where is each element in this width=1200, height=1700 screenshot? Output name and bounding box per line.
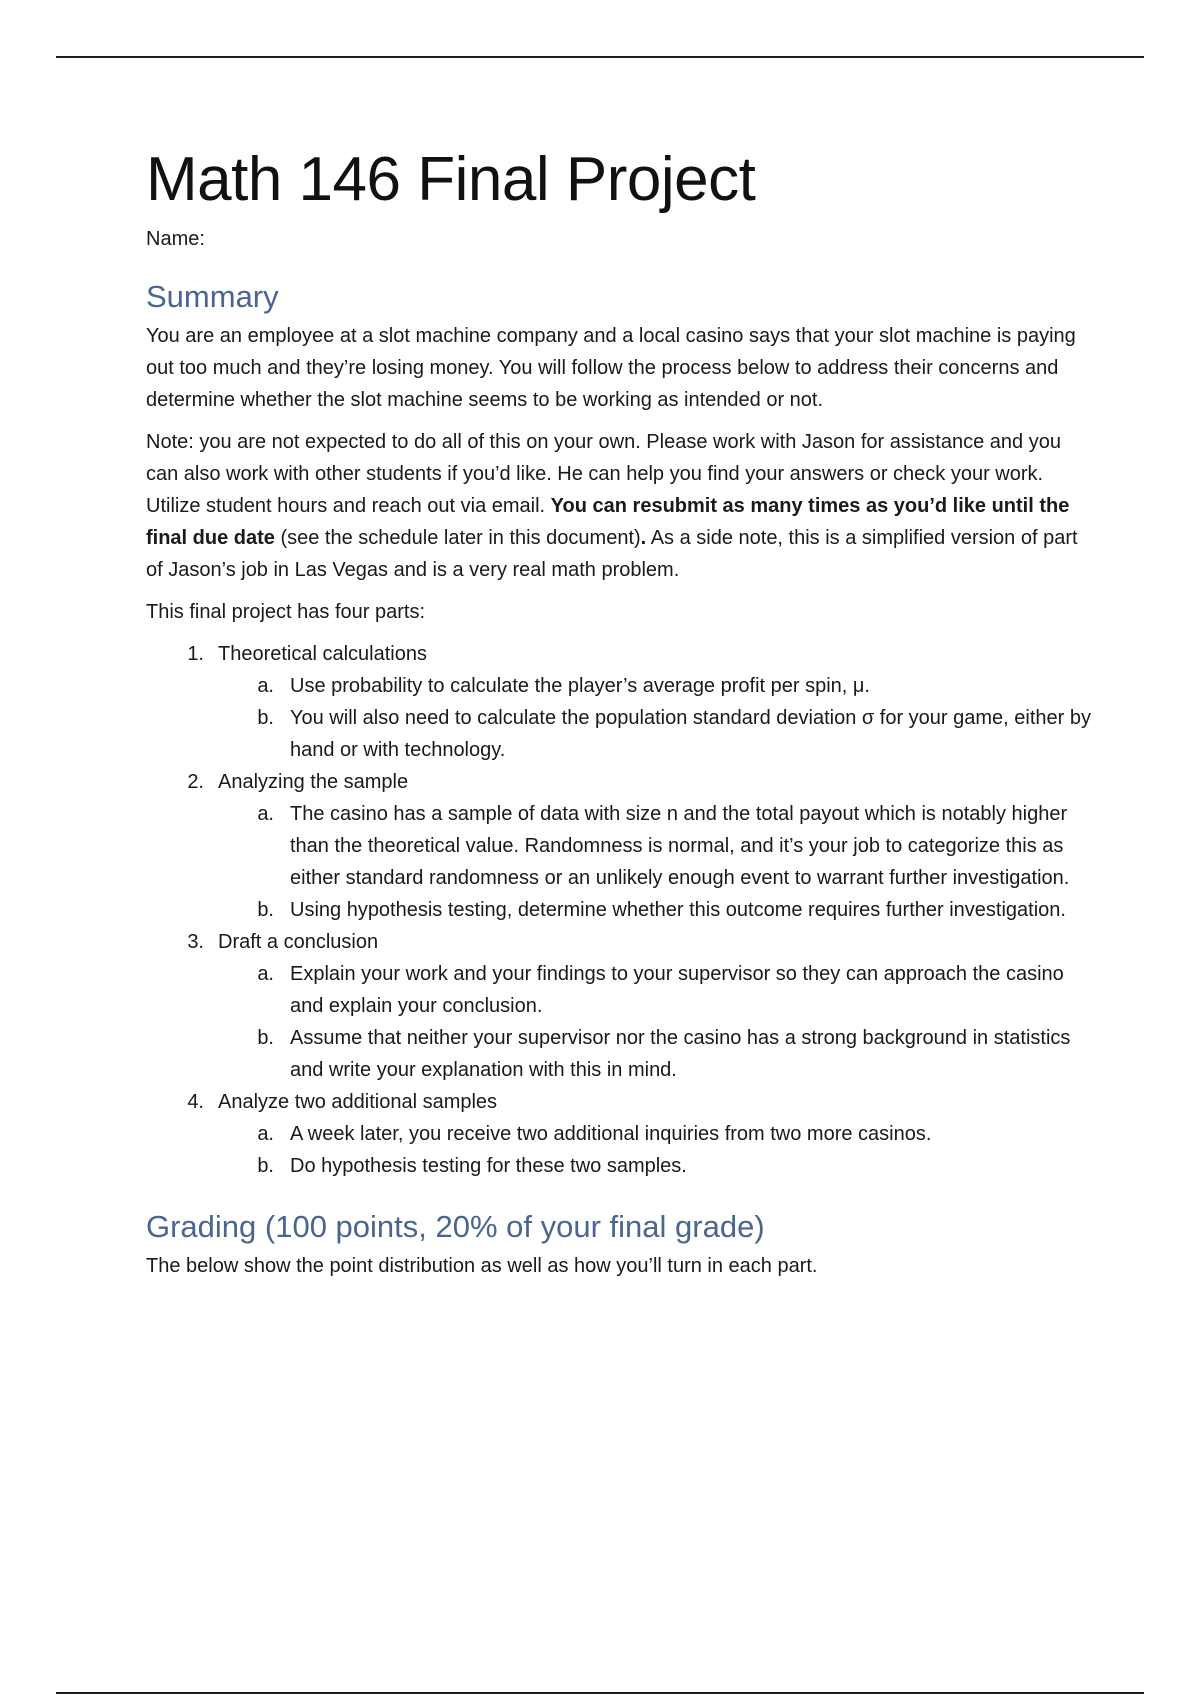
sub-text: The casino has a sample of data with size n and the total payout which is notably higher than the theoretical value. Randomness is normal, and it’s your job to categorize this as either standard randomness or an unlikely enough event to warrant further investigation. <box>290 803 1070 890</box>
grading-intro: The below show the point distribution as well as how you’ll turn in each part. <box>146 1255 818 1278</box>
part-number: 1. <box>187 643 204 666</box>
sub-item <box>146 1150 1092 1182</box>
part-number: 3. <box>187 931 204 954</box>
sub-text: Do hypothesis testing for these two samples. <box>290 1155 687 1178</box>
sub-text: A week later, you receive two additional inquiries from two more casinos. <box>290 1123 932 1146</box>
name-label: Name: <box>146 228 205 251</box>
part-label: Analyze two additional samples <box>218 1091 498 1114</box>
parts-intro: This final project has four parts: <box>146 601 426 624</box>
sub-letter: b. <box>257 707 274 730</box>
header-rule <box>56 56 1144 58</box>
sub-item <box>146 798 1092 894</box>
document-page <box>146 146 1092 1292</box>
sub-letter: b. <box>257 899 274 922</box>
sub-item <box>146 670 1092 702</box>
parts-list <box>146 638 1092 1182</box>
sub-text: Assume that neither your supervisor nor the casino has a strong background in statistics and write your explanation with this in mind. <box>290 1027 1071 1082</box>
sub-text: Explain your work and your findings to your supervisor so they can approach the casino and explain your conclusion. <box>290 963 1064 1018</box>
footer-rule <box>56 1692 1144 1694</box>
part-item <box>146 926 1092 1086</box>
note-text-2: (see the schedule later in this document) <box>274 527 641 550</box>
part-number: 4. <box>187 1091 204 1114</box>
sub-letter: a. <box>257 1123 274 1146</box>
part-number: 2. <box>187 771 204 794</box>
note-bold-text-2: . <box>640 527 647 550</box>
sub-list <box>146 798 1092 926</box>
sub-letter: a. <box>257 675 274 698</box>
sub-list <box>146 958 1092 1086</box>
part-label: Analyzing the sample <box>218 771 409 794</box>
part-label: Theoretical calculations <box>218 643 427 666</box>
note-bold-text-1: You can resubmit as many times as you’d like until the final due date <box>146 495 1070 550</box>
summary-heading: Summary <box>146 279 279 315</box>
summary-paragraph: You are an employee at a slot machine company and a local casino says that your slot machine is paying out too much and they’re losing money. You will follow the process below to address their concerns and determine whether the slot machine seems to be working as intended or not. <box>146 325 1076 412</box>
note-paragraph <box>146 426 1092 586</box>
note-text-3: As a side note, this is a simplified version of part of Jason’s job in Las Vegas and is a very real math problem. <box>146 527 1078 582</box>
sub-item <box>146 1022 1092 1086</box>
sub-letter: b. <box>257 1027 274 1050</box>
grading-heading: Grading (100 points, 20% of your final grade) <box>146 1209 765 1245</box>
sub-letter: b. <box>257 1155 274 1178</box>
sub-item <box>146 894 1092 926</box>
sub-item <box>146 702 1092 766</box>
part-item <box>146 1086 1092 1182</box>
note-text-1: Note: you are not expected to do all of this on your own. Please work with Jason for assistance and you can also work with other students if you’d like. He can help you find your answers or check your work. Utilize student hours and reach out via email. <box>146 431 1061 518</box>
part-item <box>146 638 1092 766</box>
sub-text: You will also need to calculate the population standard deviation σ for your game, either by hand or with technology. <box>290 707 1091 762</box>
part-label: Draft a conclusion <box>218 931 379 954</box>
sub-letter: a. <box>257 803 274 826</box>
sub-letter: a. <box>257 963 274 986</box>
sub-list <box>146 670 1092 766</box>
sub-item <box>146 958 1092 1022</box>
sub-text: Use probability to calculate the player’s average profit per spin, μ. <box>290 675 870 698</box>
part-item <box>146 766 1092 926</box>
document-title: Math 146 Final Project <box>146 145 756 214</box>
sub-list <box>146 1118 1092 1182</box>
sub-item <box>146 1118 1092 1150</box>
sub-text: Using hypothesis testing, determine whether this outcome requires further investigation. <box>290 899 1066 922</box>
